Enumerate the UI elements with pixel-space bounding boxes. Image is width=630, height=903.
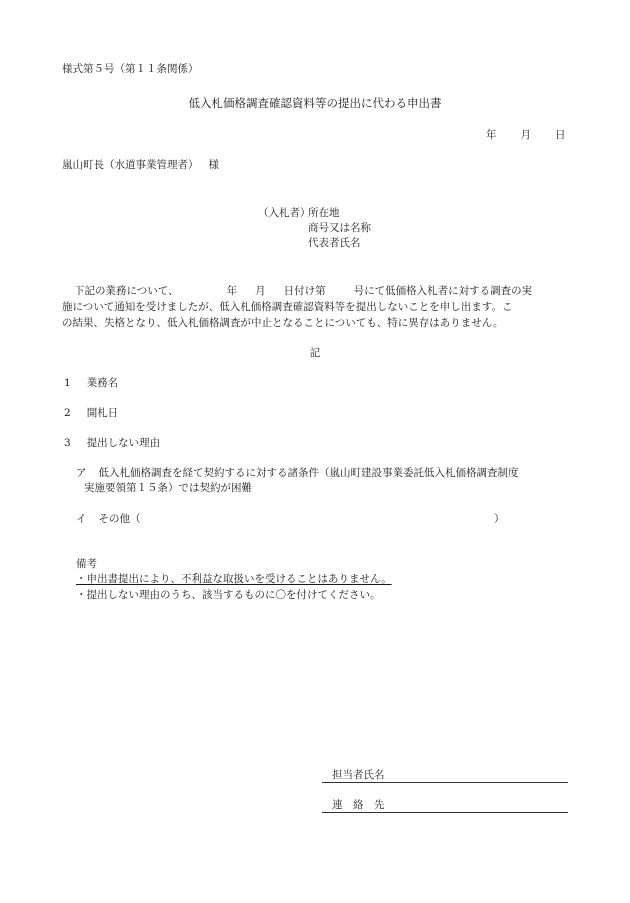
- item-3-label: 提出しない理由: [86, 437, 161, 449]
- item-2-label: 開札日: [86, 407, 119, 419]
- bidder-role-label: （入札者）: [258, 207, 311, 219]
- item-3: [64, 436, 160, 451]
- form-number: 様式第５号（第１１条関係）: [62, 63, 199, 75]
- body-line-1-b: 号にて低価格入札者に対する調査の実: [353, 285, 533, 297]
- reason-i-close: ）: [494, 513, 505, 525]
- note-2: ・提出しない理由のうち、該当するものに〇を付けてください。: [76, 589, 381, 601]
- document-title: 低入札価格調査確認資料等の提出に代わる申出書: [188, 96, 442, 110]
- date-month: 月: [520, 129, 531, 141]
- reason-a-text-1: 低入札価格調査を経て契約するに対する諸条件（嵐山町建設事業委託低入札価格調査制度: [98, 467, 519, 479]
- bidder-company-label: 商号又は名称: [308, 222, 371, 234]
- reason-a-mark: ア: [76, 467, 87, 479]
- note-1: [76, 572, 392, 587]
- contact-info-label: 連 絡 先: [332, 799, 385, 811]
- item-3-number: 3: [64, 437, 71, 449]
- body-line-1-a: 下記の業務について、: [74, 285, 179, 297]
- addressee: 嵐山町長（水道事業管理者）: [62, 159, 199, 171]
- body-year: 年: [226, 285, 238, 297]
- contact-info-field: [322, 798, 568, 813]
- bidder-address-label: 所在地: [308, 207, 340, 219]
- body-line-2: 施について通知を受けましたが、低入札価格調査確認資料等を提出しないことを申し出ます。こ: [62, 301, 513, 313]
- reason-i-label: その他（: [98, 513, 141, 525]
- date-line: [486, 128, 566, 143]
- item-2: [64, 406, 118, 421]
- date-year: 年: [486, 129, 497, 141]
- contact-person-label: 担当者氏名: [332, 769, 385, 781]
- reason-i-mark: イ: [76, 513, 87, 525]
- contact-person-field: [322, 768, 568, 783]
- note-1-text: ・申出書提出により、不利益な取扱いを受けることはありません。: [76, 573, 392, 585]
- item-2-number: 2: [64, 407, 71, 419]
- body-day: 日付け第: [283, 285, 326, 297]
- item-1: [64, 376, 118, 391]
- item-1-number: 1: [64, 377, 71, 389]
- addressee-line: [62, 158, 219, 173]
- ki-heading: 記: [309, 347, 321, 359]
- reason-i-line: [76, 512, 141, 527]
- date-day: 日: [555, 129, 566, 141]
- body-line-1: [62, 284, 532, 299]
- notes-heading: 備考: [76, 558, 97, 570]
- body-line-3: の結果、失格となり、低入札価格調査が中止となることについても、特に異存はありません。: [62, 317, 504, 329]
- item-1-label: 業務名: [86, 377, 119, 389]
- reason-a-text-2: 実施要領第１５条）では契約が困難: [84, 482, 252, 494]
- bidder-rep-label: 代表者氏名: [308, 237, 361, 249]
- body-month: 月: [255, 285, 266, 297]
- reason-a-line-1: [76, 466, 519, 481]
- addressee-suffix: 様: [208, 159, 219, 171]
